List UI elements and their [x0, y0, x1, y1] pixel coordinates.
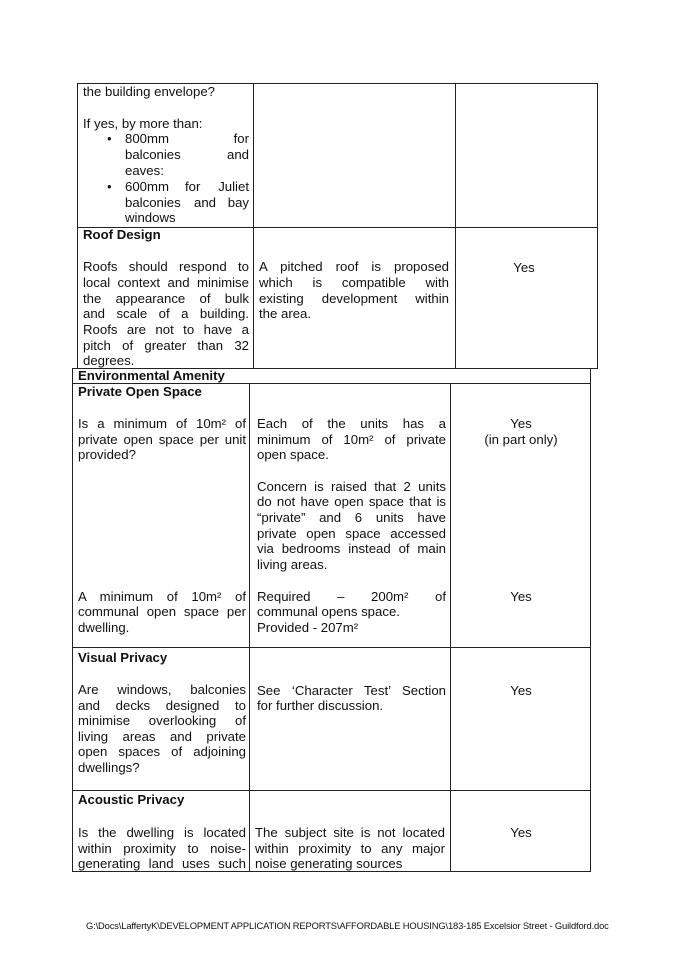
visual-privacy-heading: Visual Privacy — [78, 650, 168, 665]
private-open-space-heading: Private Open Space — [78, 384, 202, 399]
roof-design-heading: Roof Design — [83, 227, 161, 242]
bullet-icon: • — [107, 131, 112, 146]
document-page: the building envelope? If yes, by more than: • 800mm for balconies and eaves: • 600mm for Juliet balconies and bay windows Roof Design Roofs should respond to local context and minimise the appearance of bulk and scale of a building. Roofs are not to have a pitch of greater than 32 degrees. A pitched roof is proposed which is compatible with existing development within the area. Yes Environmental Amenity Private Open Space Is a minimum of 10m² of private open space per unit provided? Each of the units has a minimum of 10m² of private open space. Concern is raised that 2 units do not have open space that is “private” and 6 units have private open space accessed via bedrooms instead of main living areas. Yes (in part only) A minimum of 10m² of communal open space per dwelling. Required – 200m² of communal opens space. Provided - 207m² Yes Visual Privacy Are windows, balconies and decks designed to minimise overlooking of living areas and private open spaces of adjoining dwellings? See ‘Character Test’ Section for further discussion. Yes Acoustic Privacy Is the dwelling is located within proximity to noise- generating land uses such The subject site is not located within proximity to any major noise generating sources Yes G:\Docs\LaffertyK\DEVELOPMENT APPLICATION REPORTS\AFFORDABLE HOUSING\183-185 Excelsior Street - Guildford.doc — [0, 0, 676, 956]
envelope-question-line: the building envelope? — [83, 84, 215, 99]
roof-compliance: Yes — [513, 260, 535, 275]
communal-compliance: Yes — [510, 589, 532, 604]
acoustic-privacy-compliance: Yes — [510, 825, 532, 840]
visual-privacy-compliance: Yes — [510, 683, 532, 698]
envelope-if-yes: If yes, by more than: — [83, 116, 203, 131]
acoustic-privacy-heading: Acoustic Privacy — [78, 792, 185, 807]
environmental-amenity-heading: Environmental Amenity — [78, 368, 225, 383]
footer-file-path: G:\Docs\LaffertyK\DEVELOPMENT APPLICATION REPORTS\AFFORDABLE HOUSING\183-185 Excelsior Street - Guildford.doc — [86, 920, 609, 931]
bullet-icon: • — [107, 179, 112, 194]
